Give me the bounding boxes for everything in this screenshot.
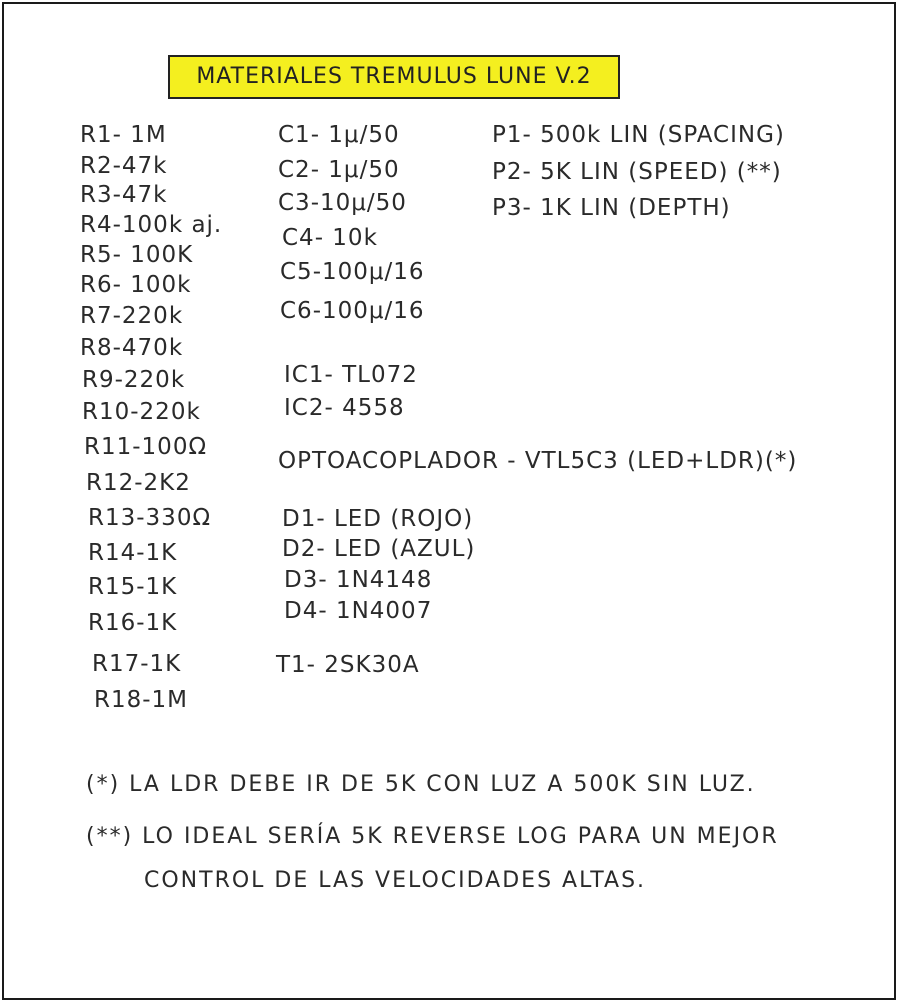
capacitor-item: C3-10μ/50 [278,190,407,216]
resistor-item: R12-2K2 [86,470,191,496]
resistor-item: R1- 1M [80,122,167,148]
note-ldr: (*) LA LDR DEBE IR DE 5K CON LUZ A 500K SIN LUZ. [86,772,756,797]
resistor-item: R2-47k [80,153,168,179]
diode-item: D3- 1N4148 [284,567,433,593]
capacitor-item: C1- 1μ/50 [278,122,400,148]
diode-item: D4- 1N4007 [284,598,433,624]
note-pot-line2: CONTROL DE LAS VELOCIDADES ALTAS. [144,868,647,893]
resistor-item: R4-100k aj. [80,212,223,238]
resistor-item: R6- 100k [80,272,192,298]
resistor-item: R3-47k [80,182,168,208]
pot-item: P1- 500k LIN (SPACING) [492,122,785,148]
resistor-item: R17-1K [92,651,182,677]
resistor-item: R14-1K [88,540,178,566]
resistor-item: R5- 100K [80,242,194,268]
pot-item: P2- 5K LIN (SPEED) (**) [492,159,782,185]
capacitor-item: C4- 10k [282,225,378,251]
ic-item: IC2- 4558 [284,395,405,421]
resistor-item: R10-220k [82,399,201,425]
resistor-item: R13-330Ω [88,505,212,531]
ic-item: IC1- TL072 [284,362,418,388]
capacitor-item: C5-100μ/16 [280,259,425,285]
optocoupler-item: OPTOACOPLADOR - VTL5C3 (LED+LDR)(*) [278,448,798,474]
resistor-item: R8-470k [80,335,184,361]
resistor-item: R15-1K [88,574,178,600]
diode-item: D2- LED (AZUL) [282,536,476,562]
resistor-item: R16-1K [88,610,178,636]
diode-item: D1- LED (ROJO) [282,506,474,532]
resistor-item: R9-220k [82,367,186,393]
note-pot-line1: (**) LO IDEAL SERÍA 5K REVERSE LOG PARA UN MEJOR [86,824,779,849]
pot-item: P3- 1K LIN (DEPTH) [492,195,731,221]
resistor-item: R7-220k [80,303,184,329]
transistor-item: T1- 2SK30A [276,652,420,678]
resistor-item: R11-100Ω [84,434,208,460]
page-title: MATERIALES TREMULUS LUNE V.2 [168,55,620,99]
capacitor-item: C2- 1μ/50 [278,157,400,183]
capacitor-item: C6-100μ/16 [280,298,425,324]
resistor-item: R18-1M [94,687,189,713]
